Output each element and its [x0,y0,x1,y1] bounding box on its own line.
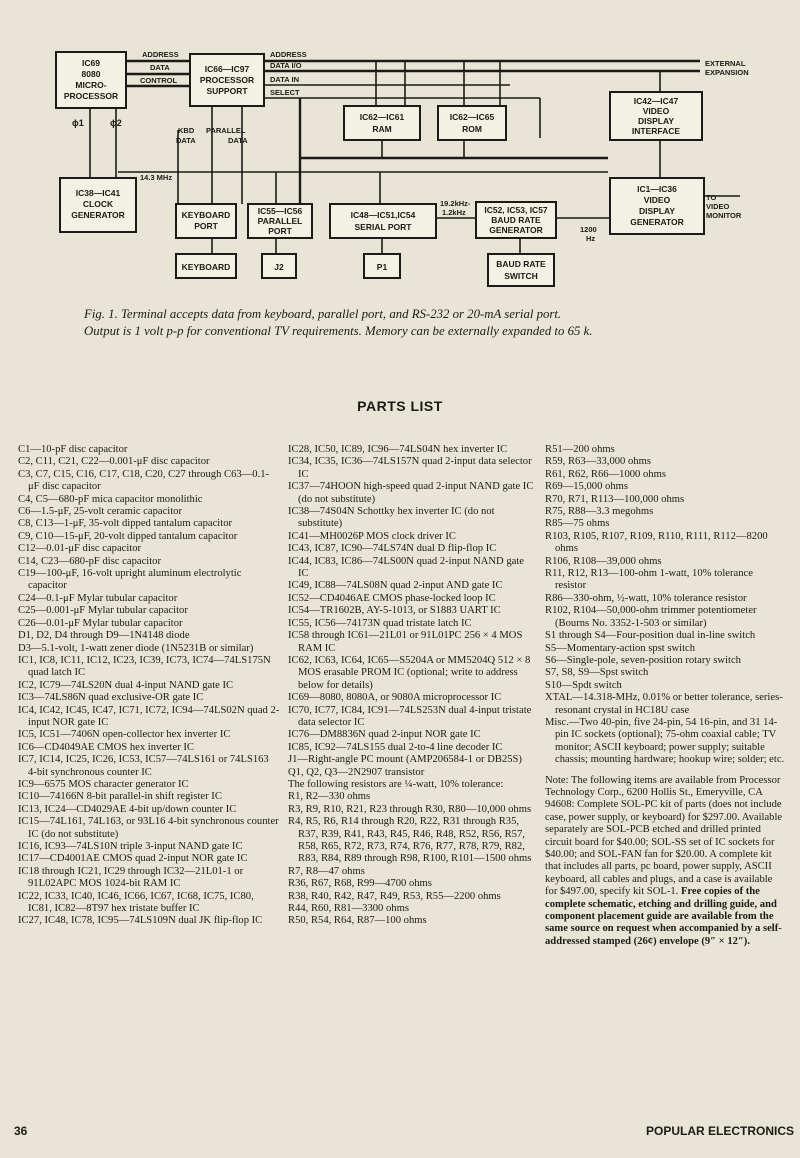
parts-list-item: IC15—74L161, 74L163, or 93L16 4-bit synchronous counter IC (do not substitute) [18,816,279,840]
clock-line-1: CLOCK [82,199,114,209]
clock-generator-block [60,178,136,232]
parts-list-item: C25—0.001-μF Mylar tubular capacitor [18,605,188,617]
parts-list-item: R3, R9, R10, R21, R23 through R30, R80—10,000 ohms [288,803,532,815]
parts-list-item: The following resistors are ¼-watt, 10% tolerance: [288,778,504,790]
support-line-1: PROCESSOR [199,75,255,85]
processor-support-block [190,54,264,106]
label-hz1200-0: 1200 [580,225,597,234]
figure-caption [84,306,744,340]
note-text: Note: The following items are available from Processor Technology Corp., 6200 Hollis St., Emeryville, CA 94608: Complete SOL-PC kit of parts (does not include case, power supply, or keyboard) for $297.00. Available separately are SOL-PCB etched and drilled printed circuit board for $40.00; SOL-SS set of IC sockets for $40.00; and SOL-FAN fan for $20.00. A complete kit that includes all parts, pc board, power supply, ASCII keyboard, all cables and plugs, and a case is available for $497.00, specify kit SOL-1. [545,774,783,898]
magazine-name: POPULAR ELECTRONICS [645,1124,794,1138]
parts-column-3 [545,444,785,948]
support-line-0: IC66—IC97 [204,64,250,74]
serport-line-0: IC48—IC51,IC54 [350,210,416,220]
parts-list-item: R36, R67, R68, R99—4700 ohms [288,878,432,890]
label-clock-freq: 14.3 MHz [140,173,173,182]
parts-list-item: Q1, Q2, Q3—2N2907 transistor [288,766,425,778]
label-monitor-1: VIDEO [706,202,730,211]
parts-list-item: D1, D2, D4 through D9—1N4148 diode [18,630,190,642]
parts-column-3-items [545,444,785,767]
label-baud-freq-0: 19.2kHz- [440,199,471,208]
parts-list-title: PARTS LIST [357,398,443,414]
baudgen-line-2: GENERATOR [489,225,543,235]
video-display-interface-block [610,92,702,140]
parts-list-item: IC37—74HOON high-speed quad 2-input NAND gate IC (do not substitute) [288,481,534,505]
parts-list-item: R4, R5, R6, R14 through R20, R22, R31 through R35, R37, R39, R41, R43, R45, R46, R48, R52, R56, R57, R58, R65, R72, R73, R74, R76, R77, R78, R79, R82, R83, R84, R89 through R98, R100, R101—1500 ohms [288,816,532,865]
block-diagram [0,0,800,300]
parts-list-item: R38, R40, R42, R47, R49, R53, R55—2200 ohms [288,890,501,902]
parport-line-1: PARALLEL [257,216,303,226]
vdi-line-2: DISPLAY [637,116,675,126]
p1-block [364,254,400,278]
rom-line-1: ROM [462,124,482,134]
vdg-line-2: DISPLAY [638,206,676,216]
parts-list-item: C6—1.5-μF, 25-volt ceramic capacitor [18,506,182,518]
parts-list-item: IC5, IC51—7406N open-collector hex inverter IC [18,729,231,741]
vdi-line-0: IC42—IC47 [633,96,679,106]
parport-line-2: PORT [268,226,292,236]
supplier-note [545,775,785,949]
parts-list-item: R70, R71, R113—100,000 ohms [545,493,685,505]
parts-list-item: IC55, IC56—74173N quad tristate latch IC [288,617,472,629]
label-monitor-0: TO [706,193,717,202]
ram-block [344,106,420,140]
vdi-line-3: INTERFACE [631,126,681,136]
parts-list-item: R106, R108—39,000 ohms [545,555,662,567]
parts-list-item: R51—200 ohms [545,444,615,455]
note-bold-text: Free copies of the complete schematic, etching and drilling guide, and component placement guide are available from the same source on request when accompanied by a self-addressed stamped (26¢) envelope (9″ × 12″). [545,886,782,947]
keyboard-label: KEYBOARD [181,262,231,272]
parts-list-item: R69—15,000 ohms [545,481,628,493]
kbdport-line-1: PORT [194,221,218,231]
baudgen-line-0: IC52, IC53, IC57 [484,205,548,215]
page-number: 36 [14,1124,28,1138]
parts-list-item: C2, C11, C21, C22—0.001-μF disc capacitor [18,456,210,468]
label-parallel-data-0: PARALLEL [206,126,246,135]
parts-list-item: IC85, IC92—74LS155 dual 2-to-4 line decoder IC [288,741,503,753]
label-select: SELECT [270,88,300,97]
label-data-in: DATA IN [270,75,300,84]
parts-list-item: IC34, IC35, IC36—74LS157N quad 2-input data selector IC [288,456,532,480]
caption-line-2: Output is 1 volt p-p for conventional TV requirements. Memory can be externally expanded to 65 k. [84,324,593,338]
baudsw-line-1: SWITCH [504,271,538,281]
parts-list-item: IC17—CD4001AE CMOS quad 2-input NOR gate IC [18,853,248,865]
clock-line-0: IC38—IC41 [75,188,121,198]
parts-list-item: IC54—TR1602B, AY-5-1013, or S1883 UART IC [288,605,501,617]
parts-list-item: C9, C10—15-μF, 20-volt dipped tantalum capacitor [18,530,238,542]
cpu-line-2: MICRO- [75,80,107,90]
cpu-block [56,52,126,108]
label-address-2: ADDRESS [270,50,307,59]
parts-list-item: S7, S8, S9—Spst switch [545,667,649,679]
keyboard-block [176,254,236,278]
parts-list-item: C4, C5—680-pF mica capacitor monolithic [18,493,203,505]
label-control: CONTROL [140,76,178,85]
parts-list-item: R50, R54, R64, R87—100 ohms [288,915,427,927]
parts-list-item: S10—Spdt switch [545,679,622,691]
parts-list-item: R75, R88—3.3 megohms [545,506,654,518]
label-external-0: EXTERNAL [705,59,746,68]
parts-list-item: IC76—DM8836N quad 2-input NOR gate IC [288,729,481,741]
ram-line-1: RAM [372,124,392,134]
cpu-line-1: 8080 [81,69,101,79]
vdg-line-1: VIDEO [643,195,671,205]
keyboard-port-block [176,204,236,238]
video-display-generator-block [610,178,704,234]
label-phi2: ϕ2 [110,118,122,128]
parts-list-item: IC22, IC33, IC40, IC46, IC66, IC67, IC68, IC75, IC80, IC81, IC82—8T97 hex tristate buffer IC [18,890,254,915]
j2-label: J2 [274,262,284,272]
support-line-2: SUPPORT [206,86,248,96]
parts-list-item: R1, R2—330 ohms [288,791,371,803]
parts-list-item: R61, R62, R66—1000 ohms [545,468,666,480]
kbdport-line-0: KEYBOARD [181,210,231,220]
label-data: DATA [150,63,170,72]
cpu-line-3: PROCESSOR [63,91,119,101]
label-phi1: ϕ1 [72,118,84,128]
serport-line-1: SERIAL PORT [354,222,412,232]
parts-list-item: IC27, IC48, IC78, IC95—74LS109N dual JK flip-flop IC [18,915,263,927]
label-baud-freq-1: 1.2kHz [442,208,466,217]
parts-column-1 [18,444,280,928]
parts-list-item: R44, R60, R81—3300 ohms [288,903,409,915]
label-kbd-data-0: KBD [178,126,195,135]
parts-list-item: R7, R8—47 ohms [288,865,365,877]
parts-list-item: IC1, IC8, IC11, IC12, IC23, IC39, IC73, IC74—74LS175N quad latch IC [18,654,271,679]
parts-list-item: R59, R63—33,000 ohms [545,456,651,468]
parallel-port-block [248,204,312,238]
parts-list-item: S1 through S4—Four-position dual in-line switch [545,630,756,642]
label-parallel-data-1: DATA [228,136,248,145]
parport-line-0: IC55—IC56 [257,206,303,216]
parts-list-item: C1—10-pF disc capacitor [18,444,128,455]
parts-list-item: IC10—74166N 8-bit parallel-in shift register IC [18,791,222,803]
baudgen-line-1: BAUD RATE [491,215,541,225]
parts-list-item: IC13, IC24—CD4029AE 4-bit up/down counter IC [18,803,237,815]
parts-list-item: IC70, IC77, IC84, IC91—74LS253N dual 4-input tristate data selector IC [288,704,532,728]
parts-list-item: R11, R12, R13—100-ohm 1-watt, 10% tolerance resistor [545,568,753,592]
j2-block [262,254,296,278]
vdg-line-0: IC1—IC36 [637,184,677,194]
serial-port-block [330,204,436,238]
rom-block [438,106,506,140]
parts-list-item: IC38—74S04N Schottky hex inverter IC (do not substitute) [288,506,495,530]
parts-list-item: IC69—8080, 8080A, or 9080A microprocessor IC [288,692,502,704]
label-address: ADDRESS [142,50,179,59]
clock-line-2: GENERATOR [71,210,125,220]
cpu-line-0: IC69 [82,58,100,68]
vdi-line-1: VIDEO [642,106,670,116]
parts-list-item: C14, C23—680-pF disc capacitor [18,555,161,567]
parts-list-item: C8, C13—1-μF, 35-volt dipped tantalum capacitor [18,518,233,530]
parts-list-item: D3—5.1-volt, 1-watt zener diode (1N5231B or similar) [18,642,254,654]
parts-list-item: IC6—CD4049AE CMOS hex inverter IC [18,741,194,753]
parts-list-item: IC49, IC88—74LS08N quad 2-input AND gate IC [288,580,503,592]
parts-column-2 [288,444,536,928]
parts-list-item: IC41—MH0026P MOS clock driver IC [288,530,456,542]
baud-rate-generator-block [476,202,556,238]
parts-list-item: J1—Right-angle PC mount (AMP206584-1 or DB25S) [288,754,522,766]
label-hz1200-1: Hz [586,234,596,243]
parts-list-item: IC52—CD4046AE CMOS phase-locked loop IC [288,592,496,604]
parts-list-item: C24—0.1-μF Mylar tubular capacitor [18,592,178,604]
parts-list-item: IC44, IC83, IC86—74LS00N quad 2-input NAND gate IC [288,555,524,580]
vdg-line-3: GENERATOR [630,217,684,227]
parts-list-item: IC4, IC42, IC45, IC47, IC71, IC72, IC94—74LS02N quad 2-input NOR gate IC [18,704,280,728]
parts-list-item: IC62, IC63, IC64, IC65—S5204A or MM5204Q 512 × 8 MOS erasable PROM IC (optional; write to address below for details) [288,654,531,691]
baudsw-line-0: BAUD RATE [496,259,546,269]
parts-list-item: IC9—6575 MOS character generator IC [18,778,189,790]
parts-list-item: R103, R105, R107, R109, R110, R111, R112—8200 ohms [545,530,768,555]
parts-list-item: C12—0.01-μF disc capacitor [18,543,142,555]
label-data-io: DATA I/O [270,61,302,70]
parts-list-item: S5—Momentary-action spst switch [545,642,696,654]
caption-line-1: Fig. 1. Terminal accepts data from keyboard, parallel port, and RS-232 or 20-mA serial port. [84,307,562,321]
parts-list-item: IC18 through IC21, IC29 through IC32—21L01-1 or 91L02APC MOS 1024-bit RAM IC [18,865,244,890]
parts-list-item: C19—100-μF, 16-volt upright aluminum electrolytic capacitor [18,568,242,592]
parts-list-item: IC16, IC93—74LS10N triple 3-input NAND gate IC [18,841,243,852]
parts-list-item: IC58 through IC61—21L01 or 91L01PC 256 × 4 MOS RAM IC [288,630,523,654]
parts-list-item: R86—330-ohm, ½-watt, 10% tolerance resistor [545,592,747,604]
label-external-1: EXPANSION [705,68,749,77]
parts-list-item: IC2, IC79—74LS20N dual 4-input NAND gate IC [18,679,234,691]
parts-list-item: XTAL—14.318-MHz, 0.01% or better tolerance, series-resonant crystal in HC18U case [545,692,783,716]
parts-list-item: C26—0.01-μF Mylar tubular capacitor [18,617,183,629]
parts-list-item: IC43, IC87, IC90—74LS74N dual D flip-flop IC [288,543,497,555]
parts-list-item: R85—75 ohms [545,518,610,530]
parts-list-item: IC28, IC50, IC89, IC96—74LS04N hex inverter IC [288,444,508,455]
parts-list-item: R102, R104—50,000-ohm trimmer potentiometer (Bourns No. 3352-1-503 or similar) [545,605,757,629]
ram-line-0: IC62—IC61 [359,112,405,122]
parts-list-item: IC3—74LS86N quad exclusive-OR gate IC [18,692,204,704]
label-monitor-2: MONITOR [706,211,742,220]
baud-rate-switch-block [488,254,554,286]
rom-line-0: IC62—IC65 [449,112,495,122]
parts-list-item: C3, C7, C15, C16, C17, C18, C20, C27 through C63—0.1-μF disc capacitor [18,468,270,493]
parts-list-item: Misc.—Two 40-pin, five 24-pin, 54 16-pin, and 31 14-pin IC sockets (optional); 75-ohm coaxial cable; TV monitor; ASCII keyboard; power supply; suitable chassis; mounting hardware; hookup wire; solder; etc. [545,716,785,766]
label-kbd-data-1: DATA [176,136,196,145]
parts-list-item: IC7, IC14, IC25, IC26, IC53, IC57—74LS161 or 74LS163 4-bit synchronous counter IC [18,754,269,778]
p1-label: P1 [376,262,388,272]
parts-list-item: S6—Single-pole, seven-position rotary switch [545,654,741,666]
